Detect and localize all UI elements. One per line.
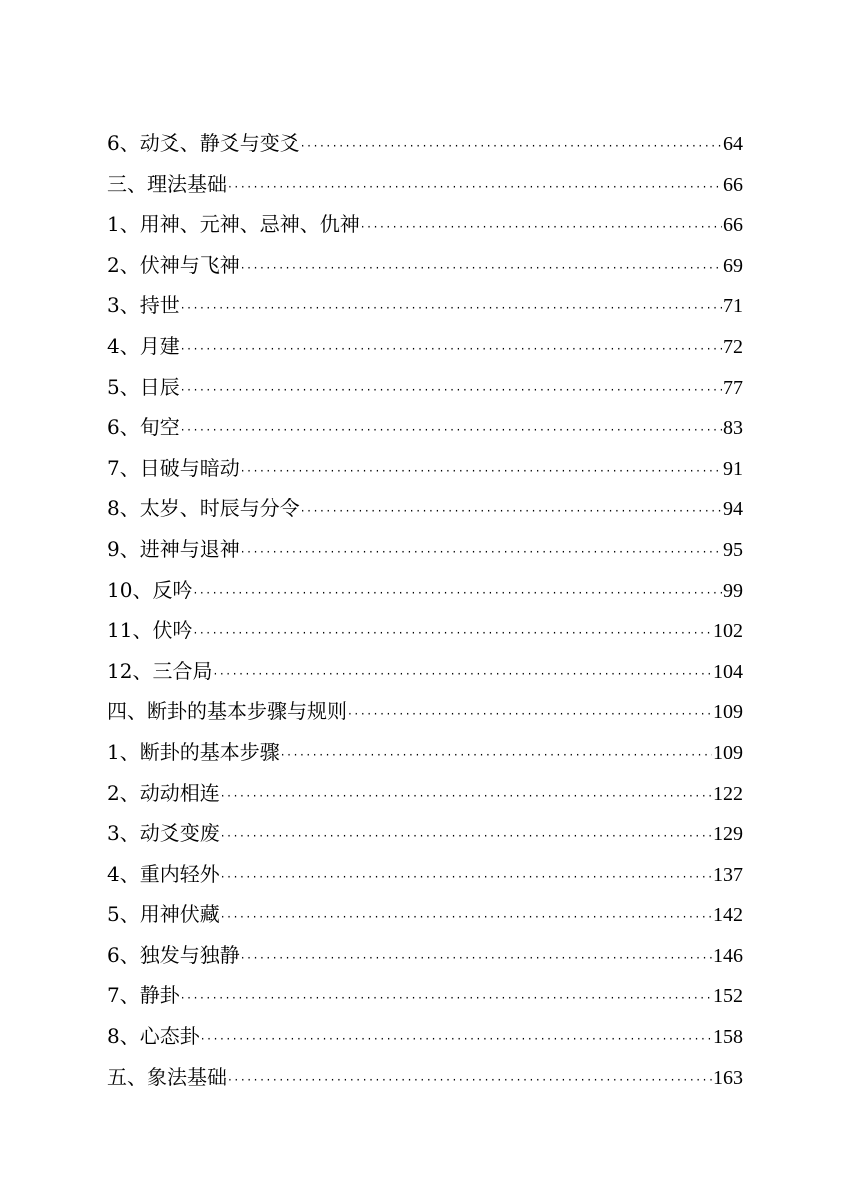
toc-dot-leader	[181, 288, 722, 329]
toc-page-number: 158	[713, 1026, 743, 1049]
toc-page-number: 71	[723, 295, 743, 318]
toc-entry-title: 三、理法基础	[107, 171, 227, 196]
toc-dot-leader	[241, 248, 722, 289]
toc-entry[interactable]	[107, 326, 743, 367]
toc-entry[interactable]	[107, 123, 743, 164]
toc-dot-leader	[181, 410, 722, 451]
toc-entry-title: 11、伏吟	[107, 618, 193, 643]
table-of-contents	[107, 123, 743, 1097]
toc-entry-title: 8、心态卦	[107, 1024, 200, 1049]
toc-entry[interactable]	[107, 651, 743, 692]
toc-entry[interactable]	[107, 488, 743, 529]
toc-page-number: 137	[713, 863, 743, 886]
toc-dot-leader	[241, 451, 722, 492]
toc-entry[interactable]	[107, 570, 743, 611]
toc-entry[interactable]	[107, 367, 743, 408]
toc-entry-title: 5、日辰	[107, 374, 180, 399]
toc-dot-leader	[361, 207, 722, 248]
toc-dot-leader	[228, 1060, 712, 1101]
toc-page-number: 69	[723, 254, 743, 277]
toc-page-number: 77	[723, 376, 743, 399]
toc-entry[interactable]	[107, 407, 743, 448]
toc-entry[interactable]	[107, 285, 743, 326]
toc-entry-title: 3、动爻变废	[107, 821, 220, 846]
toc-dot-leader	[193, 573, 722, 614]
toc-dot-leader	[221, 816, 712, 857]
toc-dot-leader	[348, 694, 712, 735]
toc-entry[interactable]	[107, 1016, 743, 1057]
toc-entry-title: 五、象法基础	[107, 1064, 227, 1089]
toc-entry-title: 7、日破与暗动	[107, 455, 240, 480]
toc-entry-title: 6、旬空	[107, 415, 180, 440]
toc-entry-title: 9、进神与退神	[107, 536, 240, 561]
toc-page-number: 83	[723, 417, 743, 440]
toc-dot-leader	[201, 1019, 712, 1060]
toc-dot-leader	[221, 897, 712, 938]
toc-page-number: 109	[713, 741, 743, 764]
toc-page-number: 146	[713, 944, 743, 967]
toc-entry-title: 3、持世	[107, 293, 180, 318]
toc-entry[interactable]	[107, 935, 743, 976]
toc-entry[interactable]	[107, 245, 743, 286]
toc-entry[interactable]	[107, 773, 743, 814]
toc-page-number: 102	[713, 620, 743, 643]
toc-dot-leader	[241, 532, 722, 573]
toc-entry-title: 2、动动相连	[107, 780, 220, 805]
toc-page-number: 129	[713, 823, 743, 846]
toc-page-number: 94	[723, 498, 743, 521]
toc-entry[interactable]	[107, 854, 743, 895]
toc-entry-title: 6、动爻、静爻与变爻	[107, 131, 300, 155]
toc-dot-leader	[241, 938, 712, 979]
toc-entry-title: 12、三合局	[107, 658, 213, 683]
toc-page-number: 152	[713, 985, 743, 1008]
toc-entry-title: 1、断卦的基本步骤	[107, 739, 280, 764]
toc-dot-leader	[228, 167, 722, 208]
toc-entry[interactable]	[107, 529, 743, 570]
toc-entry[interactable]	[107, 164, 743, 205]
toc-entry-title: 1、用神、元神、忌神、仇神	[107, 212, 360, 237]
toc-page-number: 95	[723, 538, 743, 561]
toc-dot-leader	[221, 857, 712, 898]
toc-entry[interactable]	[107, 204, 743, 245]
toc-page-number: 122	[713, 782, 743, 805]
toc-entry-title: 4、月建	[107, 333, 180, 358]
toc-entry[interactable]	[107, 975, 743, 1016]
toc-dot-leader	[301, 491, 722, 532]
toc-entry[interactable]	[107, 732, 743, 773]
toc-entry-title: 7、静卦	[107, 983, 180, 1008]
toc-dot-leader	[301, 126, 722, 167]
toc-entry[interactable]	[107, 813, 743, 854]
toc-page-number: 99	[723, 579, 743, 602]
toc-page-number: 109	[713, 701, 743, 724]
toc-page-number: 66	[723, 214, 743, 237]
toc-entry-title: 5、用神伏藏	[107, 902, 220, 927]
toc-entry-title: 10、反吟	[107, 577, 193, 602]
toc-entry[interactable]	[107, 448, 743, 489]
toc-dot-leader	[181, 329, 722, 370]
toc-dot-leader	[181, 370, 722, 411]
toc-page-number: 91	[723, 457, 743, 480]
toc-entry-title: 4、重内轻外	[107, 861, 220, 886]
toc-entry-title: 8、太岁、时辰与分令	[107, 496, 300, 521]
toc-page-number: 64	[723, 133, 743, 155]
toc-entry[interactable]	[107, 1057, 743, 1098]
toc-dot-leader	[213, 654, 712, 695]
toc-entry-title: 6、独发与独静	[107, 942, 240, 967]
toc-entry-title: 2、伏神与飞神	[107, 252, 240, 277]
toc-entry-title: 四、断卦的基本步骤与规则	[107, 699, 347, 724]
toc-entry[interactable]	[107, 691, 743, 732]
toc-page-number: 66	[723, 173, 743, 196]
toc-dot-leader	[181, 978, 712, 1019]
toc-dot-leader	[193, 613, 712, 654]
toc-entry[interactable]	[107, 610, 743, 651]
toc-dot-leader	[281, 735, 712, 776]
toc-page-number: 163	[713, 1066, 743, 1089]
toc-page-number: 142	[713, 904, 743, 927]
toc-entry[interactable]	[107, 894, 743, 935]
toc-page-number: 72	[723, 335, 743, 358]
toc-dot-leader	[221, 776, 712, 817]
toc-page-number: 104	[713, 660, 743, 683]
